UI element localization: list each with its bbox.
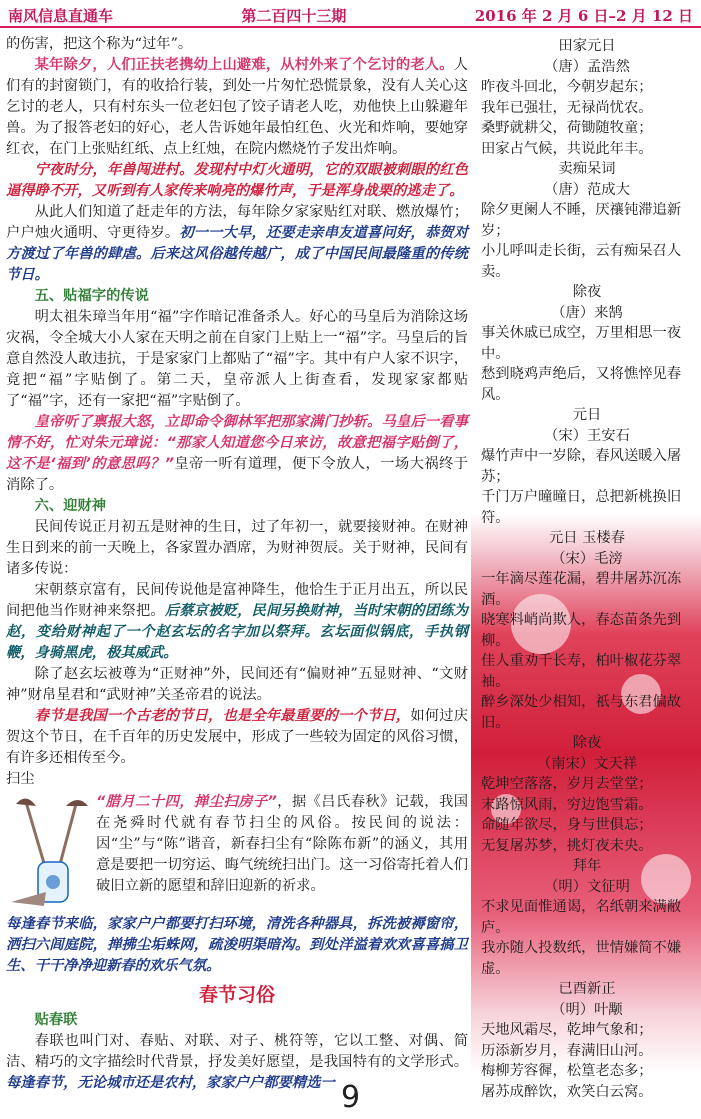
paragraph [6,412,468,496]
poem-line: 爆竹声中一岁除，春风送暖入屠苏； [481,448,682,485]
paragraph [6,580,468,664]
paragraph [6,706,468,769]
script-text: “腊月二十四，掸尘扫房子” [96,794,277,810]
script-text: 皇帝听了禀报大怒，立即命令御林军把那家满门抄斩。马皇后一看事情不好，忙对朱元璋说：“那家人知道您今日来访，故意把福字贴倒了，这不是‘福到’的意思吗？” [6,414,468,472]
script-text: 每逢春节来临，家家户户都要打扫环境，清洗各种器具，拆洗被褥窗帘，洒扫六闾庭院，掸拂尘垢蛛网，疏浚明渠暗沟。到处洋溢着欢欢喜喜搞卫生、干干净净迎新春的欢乐气氛。 [6,916,468,974]
paragraph [6,55,468,160]
paragraph: 除了赵玄坛被尊为“正财神”外，民间还有“偏财神”五显财神、“文财神”财帛星君和“武财神”关圣帝君的说法。 [6,666,468,703]
paragraph: 明太祖朱璋当年用“福”字作暗记准备杀人。好心的马皇后为消除这场灾祸，令全城大小人家在天明之前在自家门上贴上一“福”字。马皇后的旨意自然没人敢违抗，于是家家门上都贴了“福”字。其中有户人家不识字，竟把“福”字贴倒了。第二天，皇帝派人上街查看，发现家家都贴了“福”字，还有一家把“福”字贴倒了。 [6,309,468,409]
poem-line: 屠苏成醉饮，欢笑白云窝。 [481,1083,653,1100]
label-saochen: 扫尘 [6,771,35,787]
poem-line: 我年已强壮，无禄尚忧农。 [481,99,653,116]
broom-icon [6,792,96,912]
paragraph-text: 人们有的封窗锁门，有的收拾行装，到处一片匆忙恐慌景象，没有人关心这乞讨的老人，只有村东头一位老妇包了饺子请老人吃，劝他快上山躲避年兽。为了报答老妇的好心，老人告诉她年最怕红色、火光和炸响，要她穿红衣，在门上张贴红纸、点上红烛，在院内燃烧竹子发出炸响。 [6,57,468,157]
issue-number: 第二百四十三期 [241,6,347,25]
highlight-text: 某年除夕，人们正扶老携幼上山避难，从村外来了个乞讨的老人。 [34,57,454,73]
poem-title: 元日 玉楼春 [548,530,626,546]
script-text: 每逢春节，无论城市还是农村，家家户户都要精选一 [6,1075,335,1091]
poem-title: 拜年 [572,858,602,874]
poem-title: 田家元日 [558,38,616,54]
left-column [6,34,469,1091]
issue-date: 2016 年 2 月 6 日–2 月 12 日 [474,6,693,25]
broom-paragraph [96,792,468,912]
script-text: 初一一大早，还要走亲串友道喜问好，恭贺对方渡过了年兽的肆虐。后来这风俗越传越广，成了中国民间最隆重的传统节日。 [6,225,469,283]
page-header [0,0,701,30]
poem-title: 元日 [572,407,602,423]
header-rule [0,26,701,28]
poem-title: 已酉新正 [558,981,616,997]
paragraph [6,160,468,202]
paragraph: 民间传说正月初五是财神的生日，过了年初一，就要接财神。在财神生日到来的前一天晚上，各家置办酒席，为财神贺辰。关于财神，民间有诸多传说： [6,519,468,577]
script-text: 春节是我国一个古老的节日，也是全年最重要的一个节日， [34,708,411,724]
paragraph-text: 春联也叫门对、春贴、对联、对子、桃符等，它以工整、对偶、简洁、精巧的文字描绘时代背景，抒发美好愿望，是我国特有的文学形式。 [6,1033,468,1070]
paragraph: 的伤害，把这个称为“过年”。 [6,36,193,52]
poem-line: 历添新岁月，春满旧山河。 [481,1042,653,1059]
poem-line: 千门万户曈曈日，总把新桃换旧符。 [481,489,682,526]
script-text: 后蔡京被贬，民间另换财神，当时宋朝的团练为赵，变给财神起了一个赵玄坛的名字加以祭拜。玄坛面似锅底，手执钢鞭，身骑黑虎，极其威武。 [6,603,469,661]
paragraph [6,202,468,286]
page-number: 9 [340,1080,361,1115]
paragraph-text: ，据《吕氏春秋》记载，我国在尧舜时代就有春节扫尘的风俗。按民间的说法：因“尘”与“陈”谐音，新春扫尘有“除陈布新”的涵义，其用意是要把一切穷运、晦气统统扫出门。这一习俗寄托着人们破旧立新的愿望和辞旧迎新的祈求。 [96,794,468,894]
poem-line: 小儿呼叫走长街，云有痴呆召人卖。 [481,243,682,280]
poem-line: 天地风霜尽，乾坤气象和； [481,1022,653,1038]
poem-line: 佳人重劝千长寿，柏叶椒花芬翠袖。 [481,653,682,690]
poem-author: （明）文征明 [544,878,630,895]
paragraph-text: 宋朝蔡京富有，民间传说他是富神降生，他恰生于正月出五，所以民间把他当作财神来祭把。 [6,582,468,619]
subheading: 六、迎财神 [34,498,107,514]
poem-line: 无复屠苏梦，挑灯夜未央。 [481,837,653,854]
poem-line: 末路惊风雨，穷边饱雪霜。 [481,796,653,813]
poem-title: 除夜 [572,735,602,751]
poem-line: 田家占气候，共说此年丰。 [481,140,653,157]
poem-line: 一年滴尽莲花漏，碧井屠苏沉冻酒。 [481,571,682,608]
script-text: 宁夜时分，年兽闯进村。发现村中灯火通明，它的双眼被刺眼的红色逼得睁不开，又听到有人家传来响亮的爆竹声，于是浑身战栗的逃走了。 [6,162,468,199]
subheading: 贴春联 [34,1012,78,1028]
poem-title: 卖痴呆词 [558,161,616,177]
paragraph [6,914,468,977]
poem-line: 醉乡深处少相知，祇与东君偏故旧。 [481,694,682,731]
poem-author: （宋）毛滂 [551,550,623,567]
paragraph-text: 从此人们知道了赶走年的方法，每年除夕家家贴红对联、燃放爆竹；户户烛火通明、守更待岁。 [6,204,468,241]
poem-line: 晓寒料峭尚欺人，春态苗条先到柳。 [481,612,682,649]
subheading: 五、贴福字的传说 [34,288,149,304]
poem-column [471,34,701,1100]
poem-author: （唐）孟浩然 [544,58,630,75]
poem-author: （明）叶颙 [551,1001,623,1018]
paragraph-text: 如何过庆贺这个节日，在千百年的历史发展中，形成了一些较为固定的风俗习惯，有许多还相传至今。 [6,708,469,766]
newsletter-title: 南风信息直通车 [8,6,114,25]
poem-line: 我亦随人投数纸，世情嫌简不嫌虚。 [481,940,682,977]
poem-line: 梅柳芳容徲，松篁老态多； [481,1063,653,1079]
poem-line: 桑野就耕父，荷锄随牧童； [481,120,653,136]
poem-line: 昨夜斗回北，今朝岁起东； [481,79,653,95]
poem-line: 命随年欲尽，身与世俱忘； [481,817,653,833]
poem-line: 除夕更阑人不睡，厌禳钝滞追新岁； [481,202,682,239]
paragraph-text: 皇帝一听有道理，便下令放人，一场大祸终于消除了。 [6,456,468,493]
poem-author: （南宋）文天祥 [536,755,638,772]
poem-line: 事关休戚已成空，万里相思一夜中。 [481,325,682,362]
poem-author: （唐）来鹄 [551,304,623,321]
poem-title: 除夜 [572,284,602,300]
poem-list [471,34,701,1102]
poem-author: （唐）范成大 [544,181,630,198]
poem-line: 不求见面惟通谒，名纸朝来满敝庐。 [481,899,682,936]
broom-block [6,792,468,912]
poem-author: （宋）王安石 [544,427,630,444]
poem-line: 乾坤空落落，岁月去堂堂； [481,776,653,792]
section-title: 春节习俗 [198,984,275,1006]
poem-line: 愁到晓鸡声绝后，又将憔悴见春风。 [481,366,682,403]
